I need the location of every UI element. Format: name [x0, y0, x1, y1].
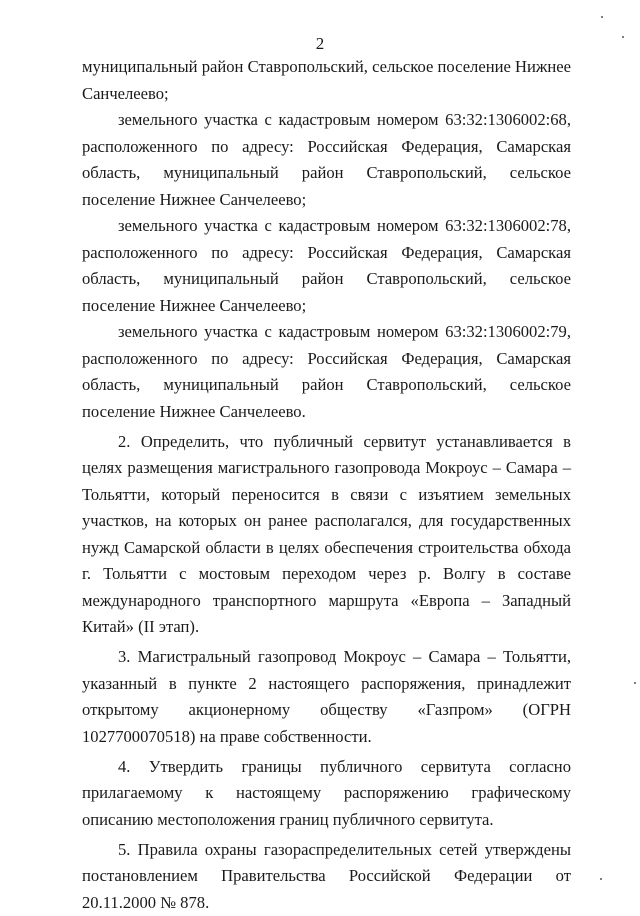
paragraph-item-2: 2. Определить, что публичный сервитут устанавливается в целях размещения магистрального газопровода Мокроус – Самара – Тольятти, который переносится в связи с изъятием земельных участков, на которых он ранее располагался, для государственных нужд Самарской области в целях обеспечения строительства обхода г. Тольятти с мостовым переходом через р. Волгу в составе международного транспортного маршрута «Европа – Западный Китай» (II этап).	[82, 429, 571, 641]
page-number: 2	[0, 34, 640, 54]
paragraph-land-plot-79: земельного участка с кадастровым номером 63:32:1306002:79, расположенного по адресу: Российская Федерация, Самарская область, муниципальный район Ставропольский, сельское поселение Нижнее Санчелеево.	[82, 319, 571, 425]
paragraph-item-4: 4. Утвердить границы публичного сервитута согласно прилагаемому к настоящему распоряжению графическому описанию местоположения границ публичного сервитута.	[82, 754, 571, 834]
paragraph-item-5: 5. Правила охраны газораспределительных сетей утверждены постановлением Правительства Российской Федерации от 20.11.2000 № 878.	[82, 837, 571, 916]
paragraph-land-plot-78: земельного участка с кадастровым номером 63:32:1306002:78, расположенного по адресу: Российская Федерация, Самарская область, муниципальный район Ставропольский, сельское поселение Нижнее Санчелеево;	[82, 213, 571, 319]
scan-speck	[600, 878, 602, 880]
scan-speck	[622, 36, 624, 38]
paragraph-item-3: 3. Магистральный газопровод Мокроус – Самара – Тольятти, указанный в пункте 2 настоящего распоряжения, принадлежит открытому акционерному обществу «Газпром» (ОГРН 1027700070518) на праве собственности.	[82, 644, 571, 750]
scan-speck	[601, 16, 603, 18]
scan-speck	[634, 682, 636, 684]
paragraph-land-plot-68: земельного участка с кадастровым номером 63:32:1306002:68, расположенного по адресу: Российская Федерация, Самарская область, муниципальный район Ставропольский, сельское поселение Нижнее Санчелеево;	[82, 107, 571, 213]
paragraph-continuation: муниципальный район Ставропольский, сельское поселение Нижнее Санчелеево;	[82, 54, 571, 107]
document-body	[82, 54, 571, 916]
